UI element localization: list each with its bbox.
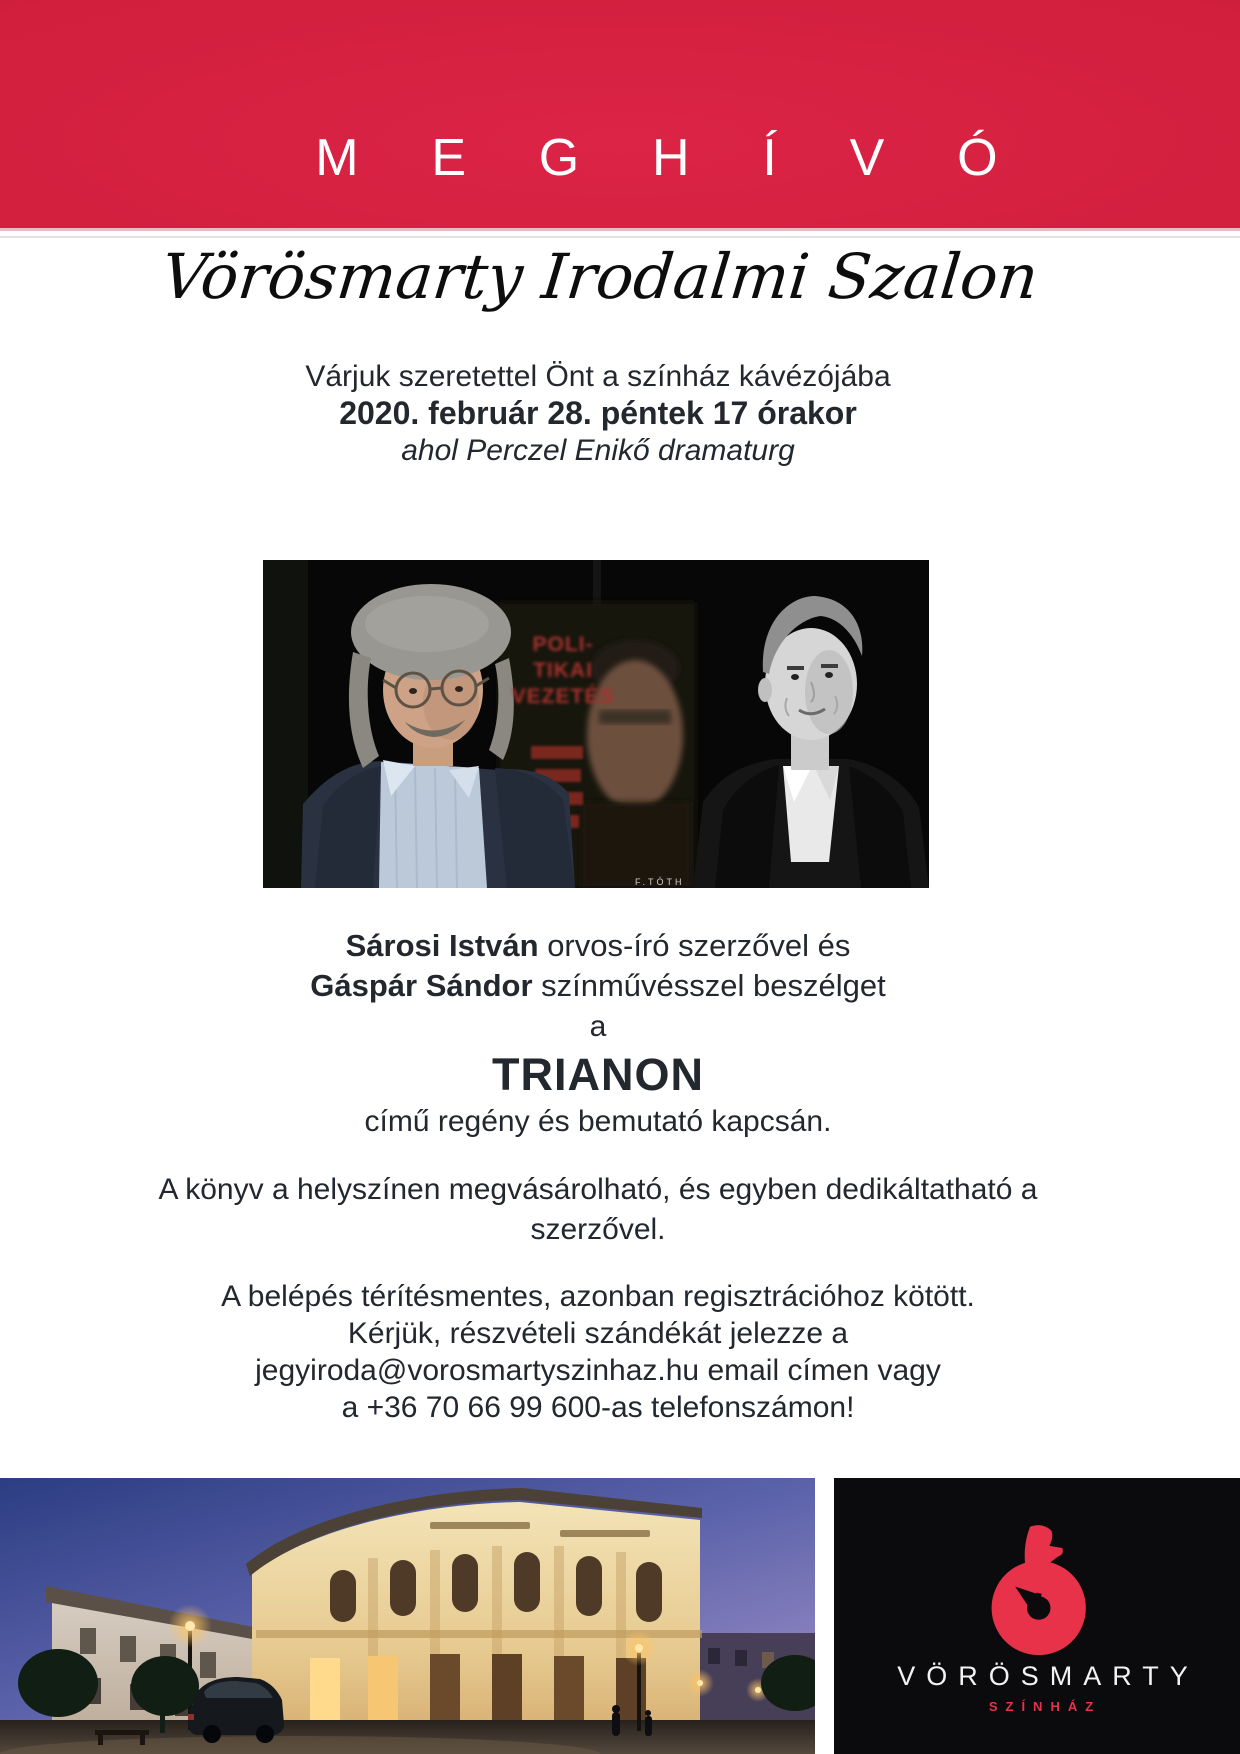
speaker2-name: Gáspár Sándor [310,968,533,1003]
speaker1-name: Sárosi István [345,928,539,963]
registration-line-4: a +36 70 66 99 600-as telefonszámon! [341,1391,855,1424]
speakers-photo [263,560,929,888]
intro-line-date: 2020. február 28. péntek 17 órakor [339,395,857,431]
theatre-photo-illustration [0,1478,815,1754]
work-subtitle: című regény és bemutató kapcsán. [364,1105,832,1138]
event-block [0,926,1196,1142]
theatre-logo-subname: SZÍNHÁZ [988,1699,1102,1714]
speakers-photo-illustration [263,560,929,888]
event-article: a [589,1010,607,1043]
speaker2-role: színművésszel beszélget [532,968,886,1003]
registration-block [0,1278,1196,1426]
theatre-photo [0,1478,815,1754]
banner-shadow [0,228,1240,231]
theatre-logo-box [834,1478,1240,1754]
theatre-logo-icon [968,1518,1118,1668]
poster-text: POLI- TIKAI VEZETÉS [511,633,615,708]
theatre-logo-name: VÖRÖSMARTY [897,1661,1199,1691]
speaker1-role: orvos-író szerzővel és [538,928,851,963]
divider-hairline [0,236,1240,238]
banner-title: MEGHÍVÓ [315,129,1071,187]
invitation-banner [0,0,1240,228]
speaker-line-1 [0,926,1196,966]
intro-line-venue: Várjuk szeretettel Önt a színház kávézójába [305,360,891,393]
book-note-line-2: szerzővel. [530,1213,666,1246]
salon-script-title: Vörösmarty Irodalmi Szalon [158,240,1042,313]
speaker-line-2 [0,966,1196,1006]
book-note [0,1170,1196,1250]
intro-block [0,358,1196,469]
registration-line-3: jegyiroda@vorosmartyszinhaz.hu email címen vagy [255,1354,941,1387]
registration-line-1: A belépés térítésmentes, azonban regisztrációhoz kötött. [221,1280,975,1313]
photo-watermark: F.TÓTH [635,877,685,887]
book-note-line-1: A könyv a helyszínen megvásárolható, és egyben dedikáltatható a [158,1173,1038,1206]
work-title: TRIANON [492,1049,704,1100]
registration-line-2: Kérjük, részvételi szándékát jelezze a [347,1317,849,1350]
intro-line-host: ahol Perczel Enikő dramaturg [401,434,795,467]
